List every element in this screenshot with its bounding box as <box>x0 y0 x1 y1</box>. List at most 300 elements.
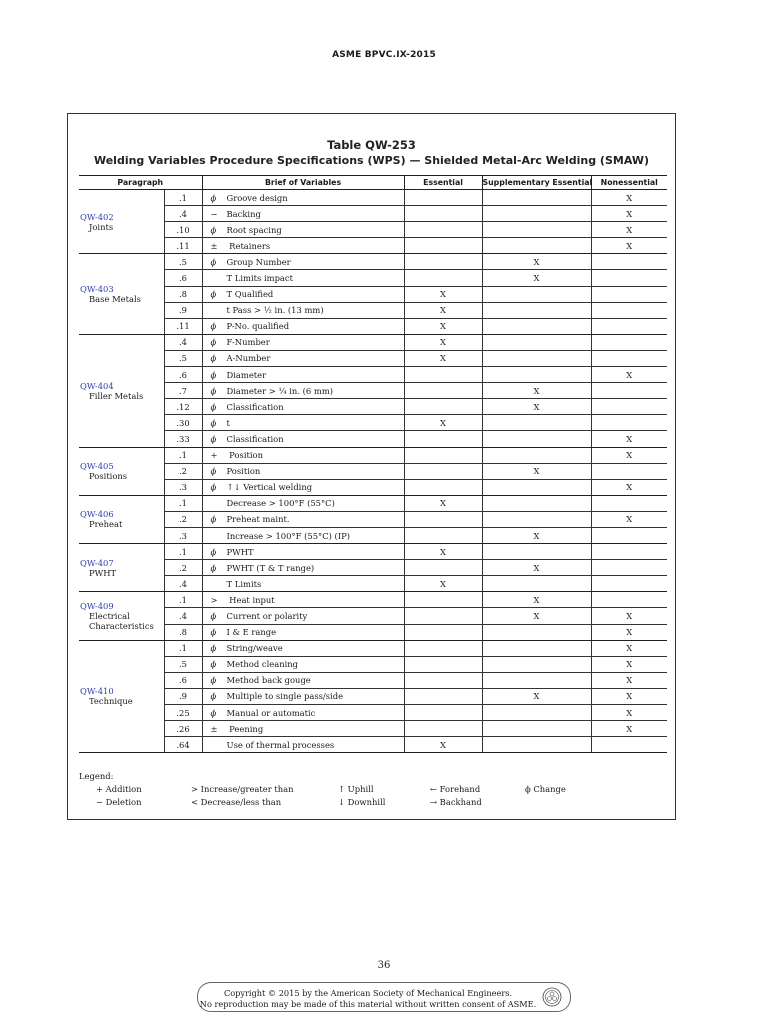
sub-paragraph-cell: .6 <box>164 367 202 383</box>
nonessential-cell <box>591 383 667 399</box>
brief-cell <box>202 511 404 527</box>
supplementary-cell <box>482 495 591 511</box>
nonessential-cell <box>591 318 667 334</box>
variable-symbol: ϕ <box>210 337 217 348</box>
variable-symbol: ϕ <box>210 514 217 525</box>
variable-symbol: ϕ <box>210 482 217 493</box>
brief-cell <box>202 350 404 366</box>
sub-paragraph-cell: .8 <box>164 624 202 640</box>
table-row <box>79 656 667 672</box>
nonessential-cell <box>591 495 667 511</box>
supplementary-cell <box>482 705 591 721</box>
variable-symbol: ϕ <box>210 659 217 670</box>
brief-cell <box>202 624 404 640</box>
legend-title: Legend: <box>79 771 114 781</box>
supplementary-cell <box>482 350 591 366</box>
supplementary-cell: X <box>482 383 591 399</box>
paragraph-code: QW-405 <box>80 461 114 472</box>
brief-cell <box>202 495 404 511</box>
essential-cell: X <box>404 495 482 511</box>
variable-text: Method back gouge <box>226 675 311 686</box>
sub-paragraph-cell: .3 <box>164 479 202 495</box>
paragraph-cell <box>79 190 164 254</box>
variable-text: PWHT (T & T range) <box>226 562 315 573</box>
variable-symbol: ± <box>210 240 218 251</box>
paragraph-description: Electrical Characteristics <box>89 610 154 631</box>
variable-symbol: ϕ <box>210 369 217 380</box>
copyright-line-2: No reproduction may be made of this material without written consent of ASME. <box>199 999 537 1009</box>
paragraph-cell <box>79 334 164 447</box>
supplementary-cell <box>482 302 591 318</box>
essential-cell <box>404 479 482 495</box>
legend-item-addition: + Addition <box>96 784 142 794</box>
sub-paragraph-cell: .8 <box>164 286 202 302</box>
essential-cell <box>404 254 482 270</box>
variable-symbol: ϕ <box>210 385 217 396</box>
paragraph-cell <box>79 495 164 543</box>
sub-paragraph-cell: .4 <box>164 334 202 350</box>
supplementary-cell <box>482 447 591 463</box>
table-row <box>79 222 667 238</box>
essential-cell <box>404 238 482 254</box>
sub-paragraph-cell: .11 <box>164 238 202 254</box>
brief-cell <box>202 737 404 753</box>
variable-text: ↑↓ Vertical welding <box>226 482 313 493</box>
essential-cell <box>404 206 482 222</box>
brief-cell <box>202 334 404 350</box>
nonessential-cell: X <box>591 238 667 254</box>
table-row <box>79 608 667 624</box>
nonessential-cell <box>591 527 667 543</box>
essential-cell: X <box>404 318 482 334</box>
variable-text: Position <box>226 450 263 461</box>
brief-cell <box>202 302 404 318</box>
essential-cell: X <box>404 286 482 302</box>
supplementary-cell <box>482 721 591 737</box>
sub-paragraph-cell: .26 <box>164 721 202 737</box>
nonessential-cell: X <box>591 656 667 672</box>
essential-cell <box>404 222 482 238</box>
variable-text: t Pass > ½ in. (13 mm) <box>226 305 324 316</box>
essential-cell <box>404 463 482 479</box>
supplementary-cell: X <box>482 592 591 608</box>
supplementary-cell <box>482 238 591 254</box>
variable-text: Diameter <box>226 369 267 380</box>
variable-text: A-Number <box>226 353 271 364</box>
table-subtitle: Welding Variables Procedure Specifications (WPS) — Shielded Metal-Arc Welding (SMAW) <box>93 154 650 167</box>
supplementary-cell <box>482 334 591 350</box>
variable-text: Current or polarity <box>226 610 308 621</box>
table-row <box>79 624 667 640</box>
table-row <box>79 431 667 447</box>
variable-symbol: ϕ <box>210 562 217 573</box>
nonessential-cell: X <box>591 431 667 447</box>
legend-item-backhand: → Backhand <box>430 797 482 807</box>
sub-paragraph-cell: .25 <box>164 705 202 721</box>
essential-cell <box>404 367 482 383</box>
essential-cell <box>404 656 482 672</box>
supplementary-cell: X <box>482 399 591 415</box>
sub-paragraph-cell: .1 <box>164 190 202 206</box>
supplementary-cell <box>482 286 591 302</box>
sub-paragraph-cell: .6 <box>164 672 202 688</box>
copyright-notice <box>197 982 571 1012</box>
paragraph-cell <box>79 254 164 334</box>
variable-text: t <box>226 417 230 428</box>
supplementary-cell <box>482 737 591 753</box>
paragraph-description: PWHT <box>89 567 117 578</box>
essential-cell <box>404 624 482 640</box>
variable-symbol: ϕ <box>210 546 217 557</box>
sub-paragraph-cell: .3 <box>164 527 202 543</box>
table-row <box>79 544 667 560</box>
brief-cell <box>202 576 404 592</box>
sub-paragraph-cell: .7 <box>164 383 202 399</box>
variable-symbol: ϕ <box>210 353 217 364</box>
variable-symbol: ϕ <box>210 192 217 203</box>
table-row <box>79 688 667 704</box>
supplementary-cell <box>482 672 591 688</box>
essential-cell <box>404 705 482 721</box>
brief-cell <box>202 254 404 270</box>
essential-cell: X <box>404 302 482 318</box>
copyright-line-1: Copyright © 2015 by the American Society of Mechanical Engineers. <box>223 988 513 998</box>
essential-cell <box>404 383 482 399</box>
table-row <box>79 495 667 511</box>
supplementary-cell <box>482 479 591 495</box>
variable-text: Groove design <box>226 192 288 203</box>
nonessential-cell: X <box>591 688 667 704</box>
brief-cell <box>202 527 404 543</box>
brief-cell <box>202 190 404 206</box>
sub-paragraph-cell: .33 <box>164 431 202 447</box>
table-header-row <box>79 176 667 190</box>
variable-text: Retainers <box>226 240 271 251</box>
nonessential-cell: X <box>591 608 667 624</box>
variable-text: F-Number <box>226 337 270 348</box>
nonessential-cell <box>591 592 667 608</box>
sub-paragraph-cell: .12 <box>164 399 202 415</box>
supplementary-cell <box>482 318 591 334</box>
nonessential-cell <box>591 415 667 431</box>
variable-symbol: + <box>210 450 218 461</box>
supplementary-cell <box>482 624 591 640</box>
nonessential-cell <box>591 399 667 415</box>
paragraph-description: Joints <box>89 221 114 232</box>
sub-paragraph-cell: .1 <box>164 592 202 608</box>
nonessential-cell <box>591 286 667 302</box>
col-header-supplementary: Supplementary Essential <box>482 176 591 190</box>
table-row <box>79 350 667 366</box>
variable-symbol: ± <box>210 723 218 734</box>
sub-paragraph-cell: .30 <box>164 415 202 431</box>
col-header-essential: Essential <box>404 176 482 190</box>
table-row <box>79 302 667 318</box>
supplementary-cell <box>482 415 591 431</box>
table-row <box>79 415 667 431</box>
sub-paragraph-cell: .5 <box>164 656 202 672</box>
essential-cell: X <box>404 576 482 592</box>
table-row <box>79 190 667 206</box>
variable-symbol: − <box>210 208 218 219</box>
nonessential-cell <box>591 560 667 576</box>
variable-text: P-No. qualified <box>226 321 290 332</box>
essential-cell: X <box>404 350 482 366</box>
essential-cell: X <box>404 737 482 753</box>
essential-cell <box>404 721 482 737</box>
sub-paragraph-cell: .1 <box>164 544 202 560</box>
nonessential-cell <box>591 254 667 270</box>
sub-paragraph-cell: .4 <box>164 608 202 624</box>
nonessential-cell: X <box>591 479 667 495</box>
nonessential-cell <box>591 576 667 592</box>
brief-cell <box>202 270 404 286</box>
variable-text: Preheat maint. <box>226 514 290 525</box>
supplementary-cell: X <box>482 270 591 286</box>
table-row <box>79 527 667 543</box>
variable-text: Backing <box>226 208 261 219</box>
paragraph-cell <box>79 544 164 592</box>
paragraph-cell <box>79 640 164 753</box>
variable-symbol: ϕ <box>210 289 217 300</box>
sub-paragraph-cell: .5 <box>164 254 202 270</box>
variable-symbol: ϕ <box>210 627 217 638</box>
sub-paragraph-cell: .1 <box>164 495 202 511</box>
nonessential-cell: X <box>591 705 667 721</box>
supplementary-cell <box>482 367 591 383</box>
nonessential-cell <box>591 544 667 560</box>
sub-paragraph-cell: .2 <box>164 511 202 527</box>
sub-paragraph-cell: .2 <box>164 463 202 479</box>
col-header-brief: Brief of Variables <box>202 176 404 190</box>
legend-item-downhill: ↓ Downhill <box>338 797 386 807</box>
supplementary-cell: X <box>482 688 591 704</box>
supplementary-cell <box>482 640 591 656</box>
variable-text: Decrease > 100°F (55°C) <box>226 498 335 509</box>
essential-cell <box>404 592 482 608</box>
essential-cell <box>404 527 482 543</box>
table-row <box>79 206 667 222</box>
table-row <box>79 463 667 479</box>
variable-text: Classification <box>226 433 284 444</box>
variable-symbol: ϕ <box>210 401 217 412</box>
variable-symbol: ϕ <box>210 433 217 444</box>
paragraph-code: QW-409 <box>80 600 114 611</box>
variable-text: T Limits impact <box>226 273 293 284</box>
nonessential-cell: X <box>591 640 667 656</box>
nonessential-cell <box>591 737 667 753</box>
table-title: Table QW-253 <box>327 138 416 152</box>
legend-item-forehand: ← Forehand <box>430 784 481 794</box>
essential-cell <box>404 640 482 656</box>
essential-cell <box>404 190 482 206</box>
essential-cell <box>404 608 482 624</box>
brief-cell <box>202 463 404 479</box>
paragraph-code: QW-406 <box>80 509 114 520</box>
variable-text: Multiple to single pass/side <box>226 691 344 702</box>
table-row <box>79 705 667 721</box>
variable-symbol: > <box>210 594 218 605</box>
brief-cell <box>202 608 404 624</box>
essential-cell <box>404 399 482 415</box>
col-header-nonessential: Nonessential <box>591 176 667 190</box>
supplementary-cell <box>482 576 591 592</box>
sub-paragraph-cell: .64 <box>164 737 202 753</box>
variable-text: Heat input <box>226 594 275 605</box>
nonessential-cell <box>591 463 667 479</box>
variable-text: T Qualified <box>226 289 274 300</box>
brief-cell <box>202 705 404 721</box>
paragraph-code: QW-410 <box>80 686 114 697</box>
table-row <box>79 447 667 463</box>
variable-symbol: ϕ <box>210 610 217 621</box>
variable-symbol: ϕ <box>210 224 217 235</box>
variable-symbol: ϕ <box>210 466 217 477</box>
paragraph-code: QW-407 <box>80 557 114 568</box>
variable-text: PWHT <box>226 546 254 557</box>
sub-paragraph-cell: .5 <box>164 350 202 366</box>
nonessential-cell: X <box>591 721 667 737</box>
table-body <box>79 190 667 753</box>
variable-text: Root spacing <box>226 224 282 235</box>
variable-symbol: ϕ <box>210 321 217 332</box>
brief-cell <box>202 640 404 656</box>
table-row <box>79 721 667 737</box>
legend-item-change: ϕ Change <box>525 784 566 794</box>
paragraph-cell <box>79 592 164 640</box>
legend-item-increase: > Increase/greater than <box>191 784 294 794</box>
brief-cell <box>202 544 404 560</box>
essential-cell: X <box>404 334 482 350</box>
supplementary-cell: X <box>482 608 591 624</box>
table-row <box>79 383 667 399</box>
supplementary-cell <box>482 544 591 560</box>
variable-text: Classification <box>226 401 284 412</box>
nonessential-cell: X <box>591 190 667 206</box>
supplementary-cell <box>482 222 591 238</box>
brief-cell <box>202 560 404 576</box>
table-title-block <box>67 138 676 168</box>
document-header: ASME BPVC.IX-2015 <box>332 50 436 60</box>
supplementary-cell <box>482 431 591 447</box>
table-row <box>79 560 667 576</box>
table-row <box>79 270 667 286</box>
supplementary-cell <box>482 206 591 222</box>
brief-cell <box>202 206 404 222</box>
table-row <box>79 254 667 270</box>
table-row <box>79 576 667 592</box>
table-row <box>79 238 667 254</box>
table-row <box>79 367 667 383</box>
table-row <box>79 672 667 688</box>
brief-cell <box>202 399 404 415</box>
brief-cell <box>202 592 404 608</box>
brief-cell <box>202 721 404 737</box>
variable-text: T Limits <box>226 578 262 589</box>
variable-text: Manual or automatic <box>226 707 316 718</box>
sub-paragraph-cell: .9 <box>164 302 202 318</box>
supplementary-cell: X <box>482 560 591 576</box>
nonessential-cell <box>591 350 667 366</box>
asme-seal-icon <box>542 987 562 1007</box>
sub-paragraph-cell: .9 <box>164 688 202 704</box>
supplementary-cell <box>482 190 591 206</box>
supplementary-cell <box>482 511 591 527</box>
variable-symbol: ϕ <box>210 643 217 654</box>
table-row <box>79 511 667 527</box>
table-row <box>79 737 667 753</box>
legend-item-decrease: < Decrease/less than <box>191 797 282 807</box>
nonessential-cell: X <box>591 222 667 238</box>
variable-text: Position <box>226 466 261 477</box>
paragraph-description: Positions <box>89 471 128 482</box>
brief-cell <box>202 672 404 688</box>
variable-text: Group Number <box>226 256 291 267</box>
essential-cell <box>404 270 482 286</box>
variable-text: Use of thermal processes <box>226 739 335 750</box>
essential-cell: X <box>404 544 482 560</box>
paragraph-cell <box>79 447 164 495</box>
table-row <box>79 318 667 334</box>
brief-cell <box>202 656 404 672</box>
essential-cell <box>404 431 482 447</box>
brief-cell <box>202 367 404 383</box>
brief-cell <box>202 415 404 431</box>
brief-cell <box>202 318 404 334</box>
brief-cell <box>202 383 404 399</box>
nonessential-cell: X <box>591 367 667 383</box>
paragraph-code: QW-403 <box>80 284 114 295</box>
variable-symbol: ϕ <box>210 691 217 702</box>
sub-paragraph-cell: .1 <box>164 447 202 463</box>
nonessential-cell: X <box>591 624 667 640</box>
variable-text: String/weave <box>226 643 283 654</box>
sub-paragraph-cell: .4 <box>164 576 202 592</box>
sub-paragraph-cell: .1 <box>164 640 202 656</box>
essential-cell <box>404 511 482 527</box>
brief-cell <box>202 479 404 495</box>
nonessential-cell: X <box>591 206 667 222</box>
sub-paragraph-cell: .10 <box>164 222 202 238</box>
variable-text: Diameter > ¼ in. (6 mm) <box>226 385 334 396</box>
col-header-paragraph: Paragraph <box>79 176 202 190</box>
legend-item-uphill: ↑ Uphill <box>338 784 374 794</box>
table-row <box>79 334 667 350</box>
paragraph-code: QW-402 <box>80 211 114 222</box>
variable-symbol: ϕ <box>210 675 217 686</box>
variable-symbol: ϕ <box>210 707 217 718</box>
essential-cell <box>404 672 482 688</box>
nonessential-cell <box>591 270 667 286</box>
nonessential-cell <box>591 334 667 350</box>
brief-cell <box>202 431 404 447</box>
paragraph-description: Base Metals <box>89 294 141 305</box>
supplementary-cell: X <box>482 527 591 543</box>
essential-cell <box>404 560 482 576</box>
sub-paragraph-cell: .6 <box>164 270 202 286</box>
paragraph-description: Filler Metals <box>89 390 144 401</box>
brief-cell <box>202 238 404 254</box>
nonessential-cell: X <box>591 672 667 688</box>
brief-cell <box>202 688 404 704</box>
legend-item-deletion: − Deletion <box>96 797 142 807</box>
variable-text: Increase > 100°F (55°C) (IP) <box>226 530 351 541</box>
table-row <box>79 640 667 656</box>
paragraph-code: QW-404 <box>80 380 114 391</box>
table-row <box>79 399 667 415</box>
variable-symbol: ϕ <box>210 417 217 428</box>
paragraph-description: Preheat <box>89 519 123 530</box>
